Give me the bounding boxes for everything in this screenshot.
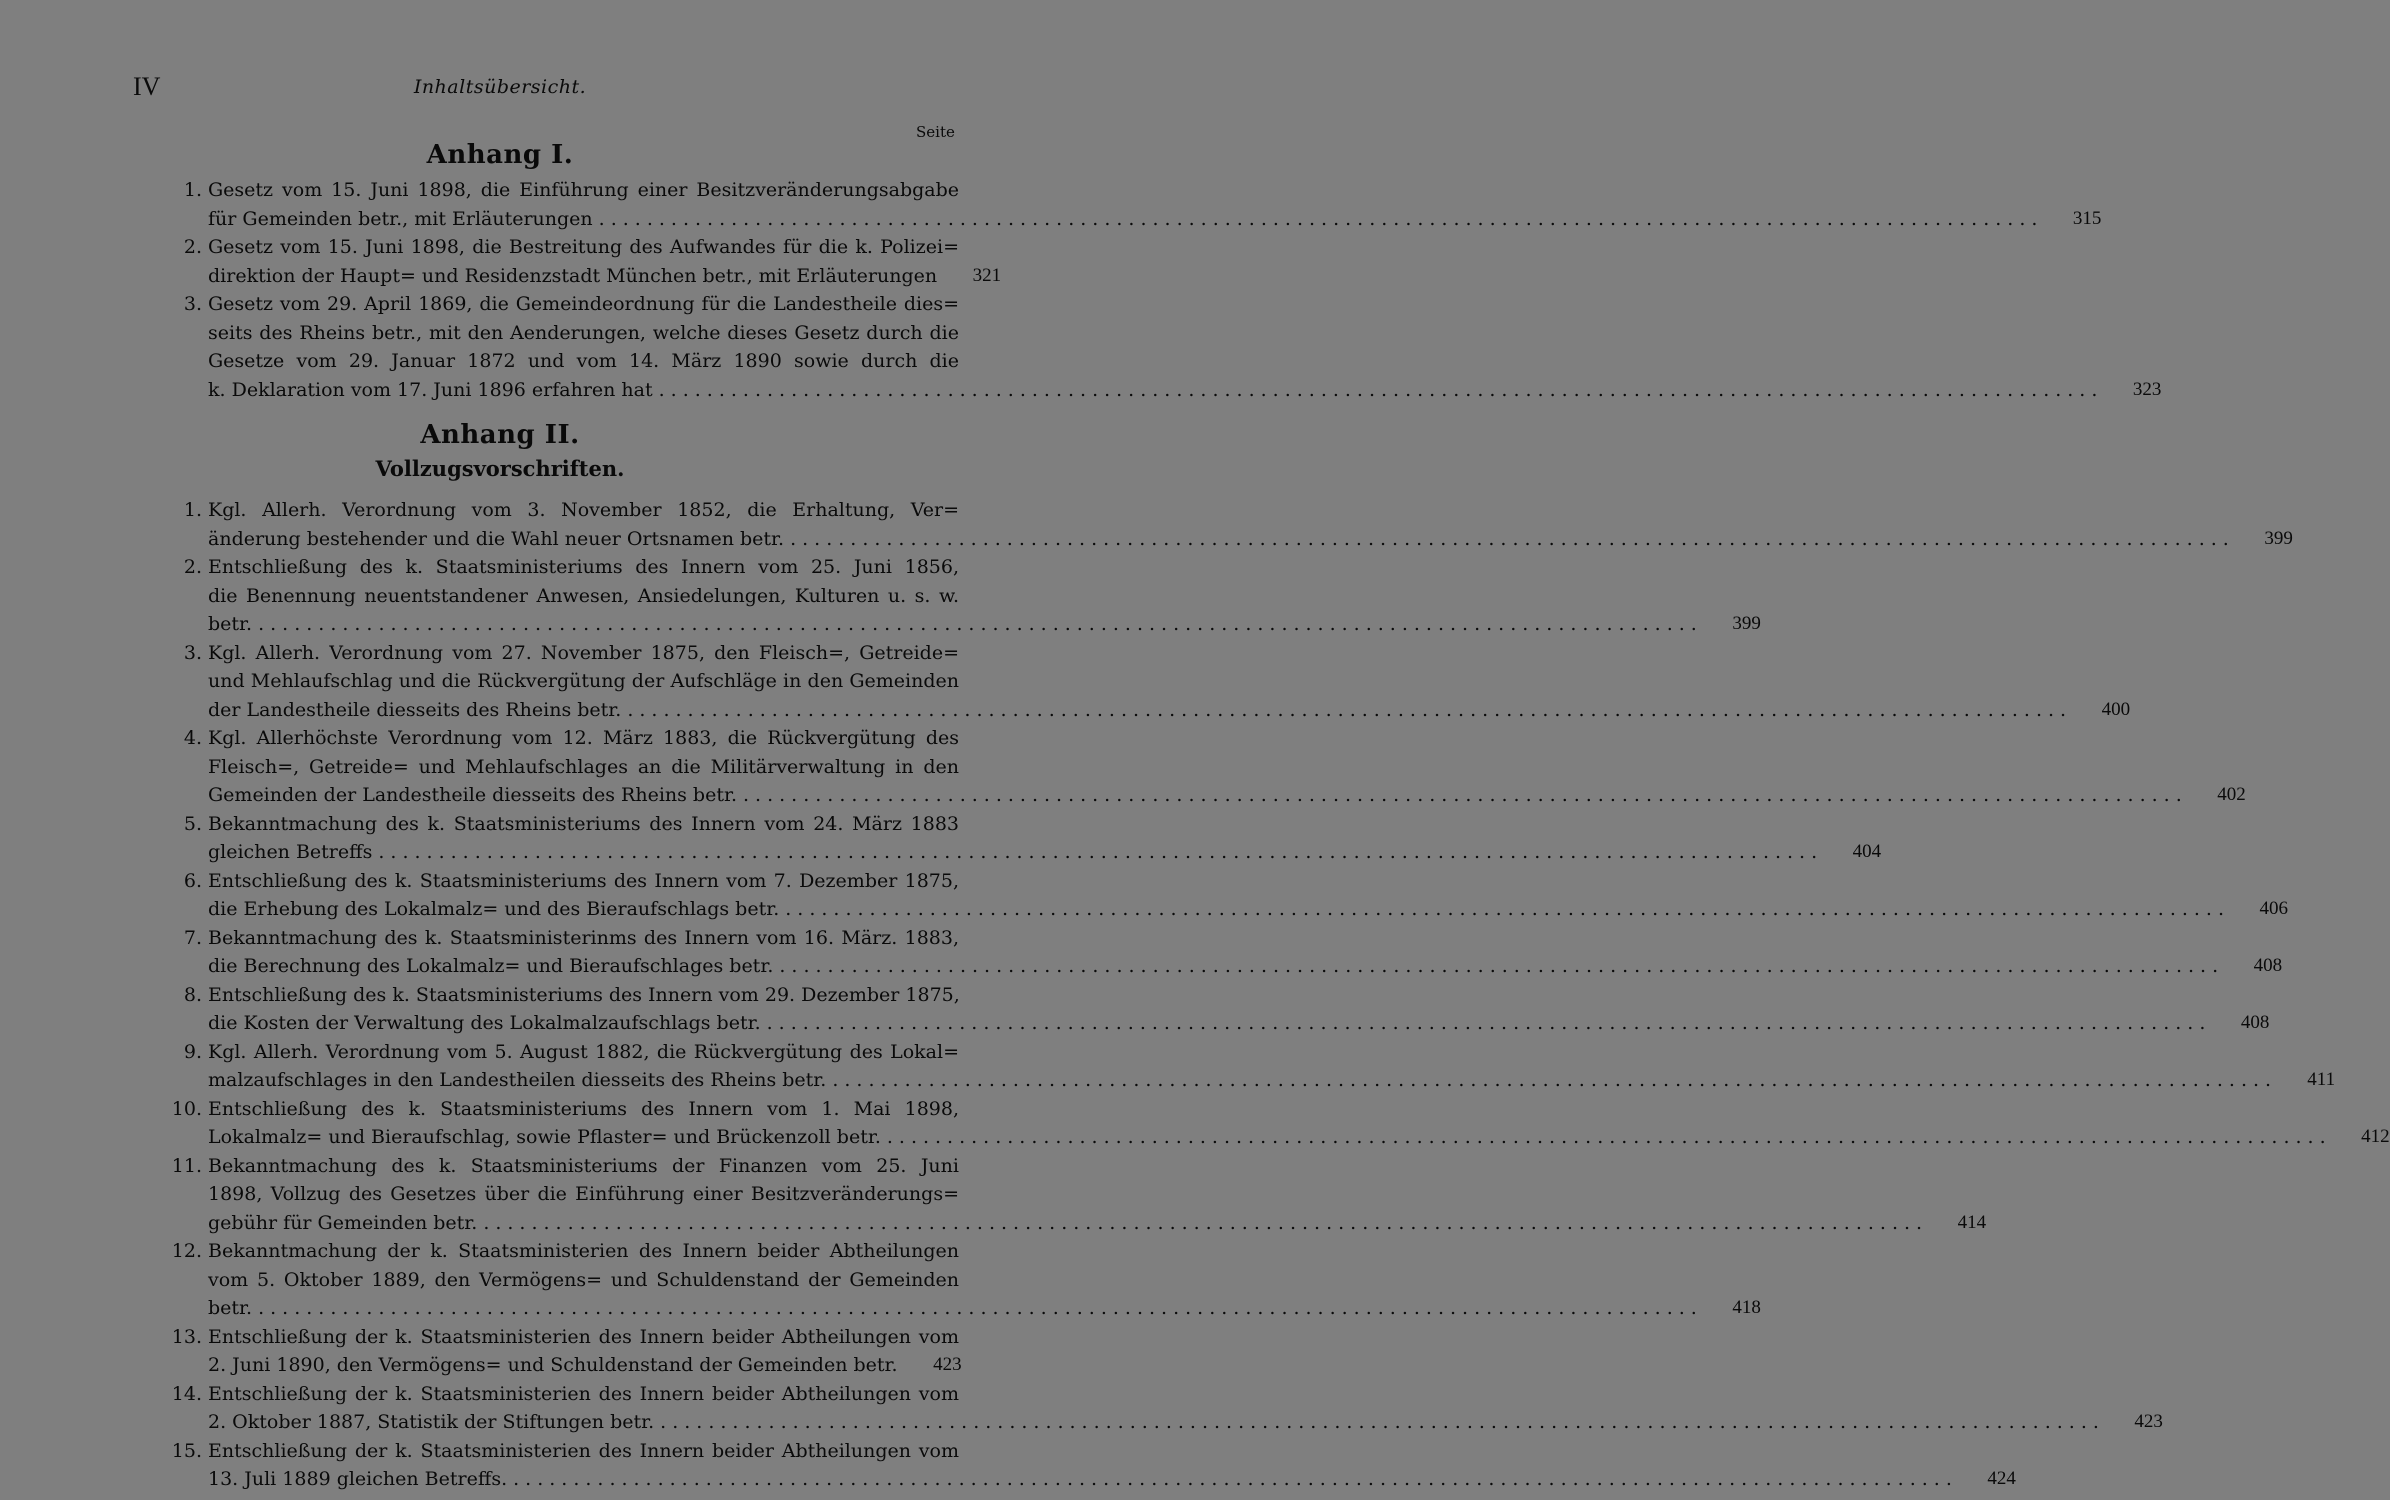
- dot-leader: ........................................................................................................................: [743, 784, 2188, 806]
- toc-entry-line: Gemeinden der Landestheile diesseits des Rheins betr.: [208, 784, 737, 806]
- toc-entry-page: 315: [2072, 207, 2102, 229]
- toc-entry-line: betr.: [208, 613, 253, 635]
- toc-entry-page: 414: [1957, 1211, 1987, 1233]
- toc-entry-line: Entschließung des k. Staatsministeriums des Innern vom 1. Mai 1898,: [208, 1097, 959, 1120]
- toc-entry-body: [208, 981, 2270, 1038]
- running-head: [0, 72, 1000, 112]
- toc-entry-line: gleichen Betreffs: [208, 841, 373, 863]
- dot-leader: ........................................................................................................................: [598, 207, 2044, 230]
- toc-entry-last-line: [208, 1408, 2163, 1437]
- anhang2-heading: Anhang II.: [420, 420, 580, 450]
- page-column-label: Seite: [916, 123, 955, 141]
- toc-entry-last-line: [208, 376, 2162, 405]
- toc-entry-number: 13.: [171, 1325, 202, 1348]
- toc-entry-number: 11.: [171, 1154, 202, 1177]
- toc-entry-line: die Erhebung des Lokalmalz= und des Bieraufschlags betr.: [208, 898, 780, 920]
- toc-entry-number: 15.: [171, 1439, 202, 1462]
- toc-entry-page: 412: [2361, 1126, 2390, 1147]
- toc-entry: [160, 290, 2162, 404]
- anhang1-heading: Anhang I.: [426, 140, 574, 170]
- toc-entry-body: [208, 290, 2162, 404]
- dot-leader: ........................................................................................................................: [513, 1468, 1958, 1490]
- toc-entry-line: Fleisch=, Getreide= und Mehlaufschlages an die Militärverwaltung in den: [208, 755, 959, 778]
- dot-leader: ........................................................................................................................: [660, 1411, 2105, 1433]
- toc-entry-line: Bekanntmachung der k. Staatsministerien des Innern beider Abtheilungen: [208, 1240, 959, 1262]
- toc-entry: [160, 924, 2283, 981]
- toc-entry-line: Lokalmalz= und Bieraufschlag, sowie Pflaster= und Brückenzoll betr.: [208, 1126, 881, 1148]
- toc-entry-number: 1.: [183, 179, 202, 201]
- toc-entry-line: Entschließung des k. Staatsministeriums des Innern vom 29. Dezember 1875,: [208, 983, 960, 1006]
- toc-entry-last-line: [208, 525, 2293, 554]
- toc-entry-page: 399: [1732, 613, 1761, 634]
- toc-entry-number: 6.: [183, 869, 202, 892]
- toc-entry-line: die Benennung neuentstandener Anwesen, Ansiedelungen, Kulturen u. s. w.: [208, 584, 959, 607]
- toc-entry-body: [208, 639, 2131, 725]
- toc-entry-page: 423: [933, 1354, 962, 1375]
- toc-entry-page: 408: [2240, 1012, 2270, 1033]
- toc-entry-last-line: [208, 838, 1882, 867]
- toc-entry-number: 12.: [171, 1240, 202, 1262]
- toc-entry: [160, 176, 2102, 233]
- toc-entry-body: [208, 1038, 2336, 1095]
- toc-entry: [160, 1237, 1761, 1323]
- toc-entry-line: und Mehlaufschlag und die Rückvergütung der Aufschläge in den Gemeinden: [208, 670, 959, 692]
- toc-entry-line: Kgl. Allerh. Verordnung vom 3. November 1852, die Erhaltung, Ver=: [208, 499, 959, 521]
- toc-entry: [160, 1323, 962, 1380]
- dot-leader: ........................................................................................................................: [785, 898, 2231, 920]
- toc-entry-number: 9.: [183, 1040, 202, 1063]
- dot-leader: ........................................................................................................................: [886, 1126, 2332, 1148]
- toc-entry-line: Gesetz vom 15. Juni 1898, die Bestreitung des Aufwandes für die k. Polizei=: [208, 236, 959, 258]
- dot-leader: ........................................................................................................................: [258, 613, 1703, 635]
- toc-entry-page: 423: [2134, 1411, 2163, 1432]
- toc-entry-number: 10.: [171, 1097, 202, 1120]
- toc-entry-line: k. Deklaration vom 17. Juni 1896 erfahren hat: [208, 378, 653, 401]
- dot-leader: ........................................................................................................................: [790, 527, 2235, 550]
- dot-leader: ........................................................................................................................: [378, 841, 1824, 863]
- toc-entry-line: Kgl. Allerh. Verordnung vom 27. November 1875, den Fleisch=, Getreide=: [208, 641, 959, 664]
- toc-entry: [160, 1038, 2336, 1095]
- toc-entry: [160, 496, 2293, 553]
- toc-entry-line: vom 5. Oktober 1889, den Vermögens= und Schuldenstand der Gemeinden: [208, 1268, 959, 1291]
- dot-leader: ........................................................................................................................: [483, 1211, 1929, 1234]
- toc-entry-body: [208, 553, 1761, 639]
- toc-entry-line: Entschließung der k. Staatsministerien des Innern beider Abtheilungen vom: [208, 1439, 959, 1462]
- toc-entry-line: Bekanntmachung des k. Staatsministerinms des Innern vom 16. März. 1883,: [208, 926, 959, 949]
- toc-entry-body: [208, 867, 2289, 924]
- toc-entry-last-line: [208, 1123, 2390, 1152]
- toc-entry-line: Gesetz vom 29. April 1869, die Gemeindeordnung für die Landestheile dies=: [208, 293, 959, 315]
- toc-entry-number: 3.: [183, 641, 202, 664]
- toc-entry-body: [208, 1380, 2163, 1437]
- toc-entry-last-line: [208, 262, 1002, 291]
- toc-entry: [160, 1380, 2163, 1437]
- toc-entry-body: [208, 233, 1002, 290]
- toc-entry-body: [208, 1323, 962, 1380]
- toc-entry-line: betr.: [208, 1297, 253, 1319]
- toc-entry-line: die Kosten der Verwaltung des Lokalmalzaufschlags betr.: [208, 1012, 761, 1034]
- toc-entry-line: die Berechnung des Lokalmalz= und Bieraufschlages betr.: [208, 955, 774, 977]
- dot-leader: ........................................................................................................................: [779, 955, 2225, 977]
- toc-entry-last-line: [208, 1066, 2336, 1095]
- page-number: IV: [133, 72, 161, 101]
- toc-entry-number: 7.: [183, 926, 202, 949]
- toc-entry-page: 424: [1987, 1468, 2016, 1489]
- toc-entry: [160, 724, 2246, 810]
- dot-leader: ........................................................................................................................: [658, 378, 2104, 401]
- toc-entry-last-line: [208, 895, 2289, 924]
- toc-entry-last-line: [208, 1465, 2016, 1494]
- toc-entry-page: 418: [1732, 1297, 1761, 1318]
- toc-entry-line: Gesetz vom 15. Juni 1898, die Einführung einer Besitzveränderungsabgabe: [208, 179, 959, 201]
- dot-leader: ........................................................................................................................: [627, 698, 2073, 721]
- toc-entry-line: Bekanntmachung des k. Staatsministeriums der Finanzen vom 25. Juni: [208, 1154, 959, 1177]
- toc-entry-last-line: [208, 1209, 1987, 1238]
- toc-entry-number: 14.: [171, 1382, 202, 1405]
- toc-entry-body: [208, 1095, 2390, 1152]
- toc-entry-body: [208, 724, 2246, 810]
- toc-entry-page: 408: [2253, 955, 2283, 976]
- toc-entry-line: für Gemeinden betr., mit Erläuterungen: [208, 207, 593, 230]
- toc-entry: [160, 1437, 2016, 1494]
- toc-entry-line: 2. Oktober 1887, Statistik der Stiftungen betr.: [208, 1411, 655, 1433]
- toc-entry-body: [208, 1152, 1987, 1238]
- toc-entry-body: [208, 1237, 1761, 1323]
- toc-entry-number: 4.: [183, 727, 202, 749]
- toc-entry-number: 1.: [183, 499, 202, 521]
- toc-entry-page: 321: [972, 264, 1002, 286]
- toc-entry-last-line: [208, 205, 2102, 234]
- dot-leader: ........................................................................................................................: [766, 1012, 2212, 1034]
- toc-entry-last-line: [208, 610, 1761, 639]
- toc-entry-line: änderung bestehender und die Wahl neuer Ortsnamen betr.: [208, 527, 785, 550]
- toc-entry: [160, 981, 2270, 1038]
- toc-entry-last-line: [208, 1294, 1761, 1323]
- dot-leader: ........................................................................................................................: [258, 1297, 1703, 1319]
- toc-entry-number: 2.: [183, 556, 202, 578]
- toc-entry-line: der Landestheile diesseits des Rheins betr.: [208, 698, 622, 721]
- toc-entry-line: Bekanntmachung des k. Staatsministeriums des Innern vom 24. März 1883: [208, 812, 959, 835]
- toc-entry: [160, 1152, 1987, 1238]
- dot-leader: ........................................................................................................................: [832, 1069, 2278, 1091]
- toc-entry-line: seits des Rheins betr., mit den Aenderungen, welche dieses Gesetz durch die: [208, 321, 959, 344]
- anhang2-subheading: Vollzugsvorschriften.: [375, 456, 625, 481]
- toc-entry-page: 323: [2132, 378, 2162, 400]
- toc-entry-body: [208, 810, 1882, 867]
- toc-entry-page: 411: [2307, 1069, 2336, 1090]
- toc-entry-last-line: [208, 952, 2283, 981]
- toc-entry-line: Kgl. Allerh. Verordnung vom 5. August 1882, die Rückvergütung des Lokal=: [208, 1040, 959, 1063]
- toc-entry-body: [208, 496, 2293, 553]
- toc-entry-line: gebühr für Gemeinden betr.: [208, 1211, 478, 1234]
- toc-entry-line: 1898, Vollzug des Gesetzes über die Einführung einer Besitzveränderungs=: [208, 1183, 959, 1205]
- toc-entry-body: [208, 176, 2102, 233]
- toc-entry: [160, 233, 1002, 290]
- toc-entry: [160, 810, 1882, 867]
- toc-entry-line: Entschließung der k. Staatsministerien des Innern beider Abtheilungen vom: [208, 1382, 959, 1405]
- toc-entry-line: Entschließung der k. Staatsministerien des Innern beider Abtheilungen vom: [208, 1325, 959, 1348]
- toc-entry-last-line: [208, 781, 2246, 810]
- toc-entry-line: malzaufschlages in den Landestheilen diesseits des Rheins betr.: [208, 1069, 827, 1091]
- toc-entry-number: 3.: [183, 293, 202, 315]
- toc-entry: [160, 1095, 2390, 1152]
- toc-entry-line: Entschließung des k. Staatsministeriums des Innern vom 7. Dezember 1875,: [208, 869, 959, 892]
- toc-entry-line: 13. Juli 1889 gleichen Betreffs.: [208, 1468, 508, 1490]
- toc-entry-line: 2. Juni 1890, den Vermögens= und Schuldenstand der Gemeinden betr.: [208, 1354, 898, 1376]
- toc-entry: [160, 639, 2131, 725]
- toc-entry-page: 400: [2101, 698, 2131, 720]
- running-title: Inhaltsübersicht.: [413, 76, 587, 98]
- toc-entry-line: Entschließung des k. Staatsministeriums des Innern vom 25. Juni 1856,: [208, 556, 959, 578]
- toc-entry-page: 406: [2259, 898, 2289, 919]
- toc-entry-line: Kgl. Allerhöchste Verordnung vom 12. März 1883, die Rückvergütung des: [208, 727, 959, 749]
- toc-entry-page: 399: [2264, 527, 2293, 549]
- toc-entry-last-line: [208, 1009, 2270, 1038]
- toc-entry-last-line: [208, 1351, 962, 1380]
- toc-entry-line: direktion der Haupt= und Residenzstadt München betr., mit Erläuterungen: [208, 264, 938, 287]
- toc-entry-number: 5.: [183, 812, 202, 835]
- toc-entry-number: 8.: [183, 983, 202, 1006]
- toc-entry-number: 2.: [183, 236, 202, 258]
- toc-entry-page: 404: [1852, 841, 1882, 862]
- toc-entry-page: 402: [2217, 784, 2246, 805]
- toc-entry-line: Gesetze vom 29. Januar 1872 und vom 14. März 1890 sowie durch die: [208, 350, 959, 372]
- toc-entry-body: [208, 924, 2283, 981]
- toc-entry: [160, 867, 2289, 924]
- toc-entry-last-line: [208, 696, 2131, 725]
- toc-entry-body: [208, 1437, 2016, 1494]
- toc-entry: [160, 553, 1761, 639]
